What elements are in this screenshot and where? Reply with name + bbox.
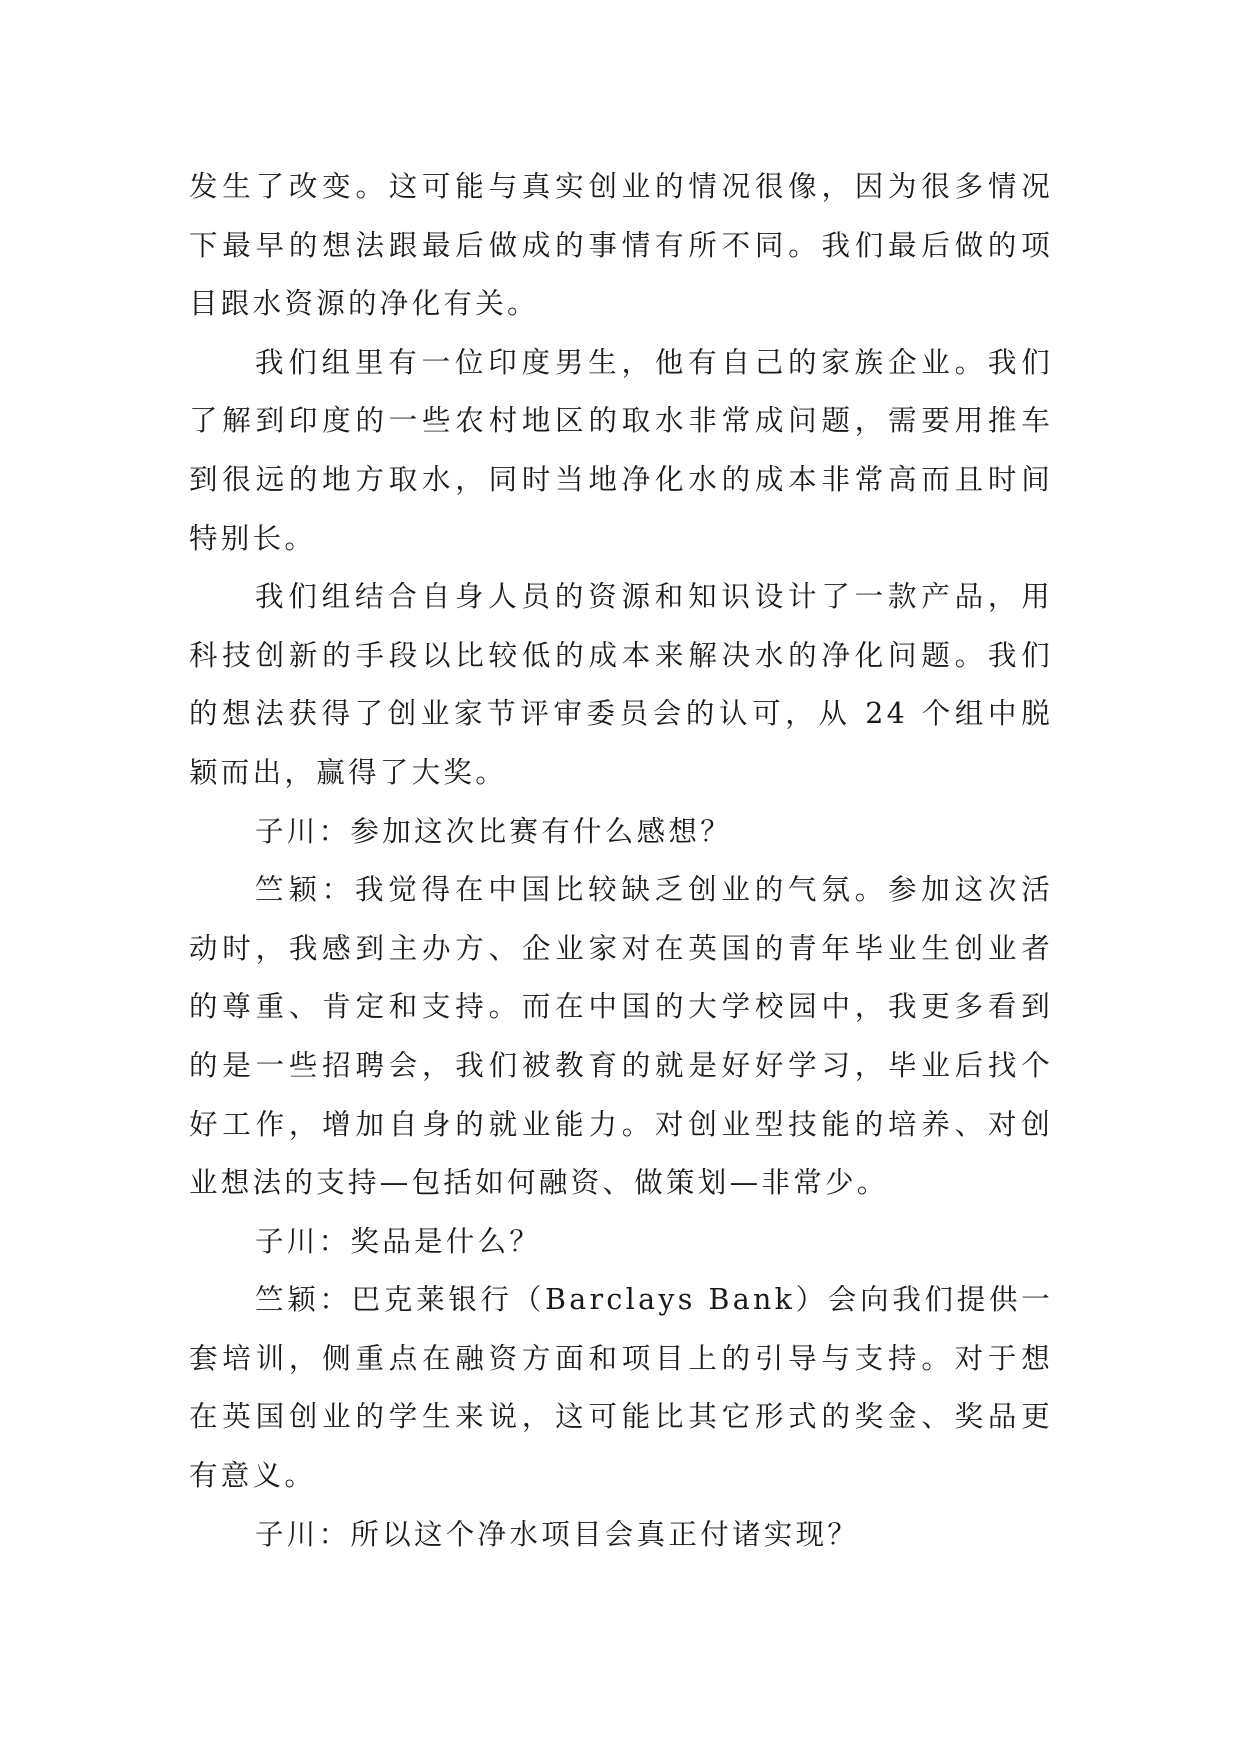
- text-line: 子川：所以这个净水项目会真正付诸实现？: [255, 1517, 860, 1551]
- text-line: 下最早的想法跟最后做成的事情有所不同。我们最后做的项: [189, 228, 1053, 262]
- text-line: 的尊重、肯定和支持。而在中国的大学校园中，我更多看到: [189, 990, 1053, 1024]
- text-line: 到很远的地方取水，同时当地净化水的成本非常高而且时间: [189, 462, 1053, 496]
- text-line: 的是一些招聘会，我们被教育的就是好好学习，毕业后找个: [189, 1048, 1053, 1082]
- paragraph: [189, 568, 1053, 802]
- text-line: 发生了改变。这可能与真实创业的情况很像，因为很多情况: [189, 170, 1053, 203]
- text-line: 科技创新的手段以比较低的成本来解决水的净化问题。我们: [189, 638, 1053, 672]
- paragraph: [189, 1506, 1053, 1565]
- text-line: 竺颖：我觉得在中国比较缺乏创业的气氛。参加这次活: [255, 873, 1053, 907]
- text-line: 好工作，增加自身的就业能力。对创业型技能的培养、对创: [189, 1107, 1053, 1141]
- text-line: 动时，我感到主办方、企业家对在英国的青年毕业生创业者: [189, 931, 1053, 965]
- text-line: 套培训，侧重点在融资方面和项目上的引导与支持。对于想: [189, 1341, 1053, 1375]
- text-line: 有意义。: [189, 1459, 317, 1493]
- text-line: 业想法的支持—包括如何融资、做策划—非常少。: [189, 1166, 889, 1200]
- body-text: [189, 158, 1053, 1564]
- text-line: 了解到印度的一些农村地区的取水非常成问题，需要用推车: [189, 404, 1053, 438]
- text-line: 目跟水资源的净化有关。: [189, 287, 539, 321]
- paragraph: [189, 334, 1053, 568]
- text-line: 我们组结合自身人员的资源和知识设计了一款产品，用: [255, 580, 1053, 614]
- text-line: 子川：参加这次比赛有什么感想？: [255, 814, 733, 848]
- paragraph: [189, 1271, 1053, 1505]
- text-line: 在英国创业的学生来说，这可能比其它形式的奖金、奖品更: [189, 1400, 1053, 1434]
- text-line: 子川：奖品是什么？: [255, 1224, 542, 1258]
- text-line: 特别长。: [189, 521, 317, 555]
- text-line: 我们组里有一位印度男生，他有自己的家族企业。我们: [255, 345, 1053, 379]
- paragraph: [189, 803, 1053, 862]
- paragraph: [189, 158, 1053, 334]
- paragraph: [189, 1213, 1053, 1272]
- text-line: 颖而出，赢得了大奖。: [189, 755, 508, 789]
- paragraph: [189, 861, 1053, 1213]
- text-line: 的想法获得了创业家节评审委员会的认可，从 24 个组中脱: [189, 697, 1053, 731]
- text-line: 竺颖：巴克莱银行（Barclays Bank）会向我们提供一: [255, 1283, 1053, 1317]
